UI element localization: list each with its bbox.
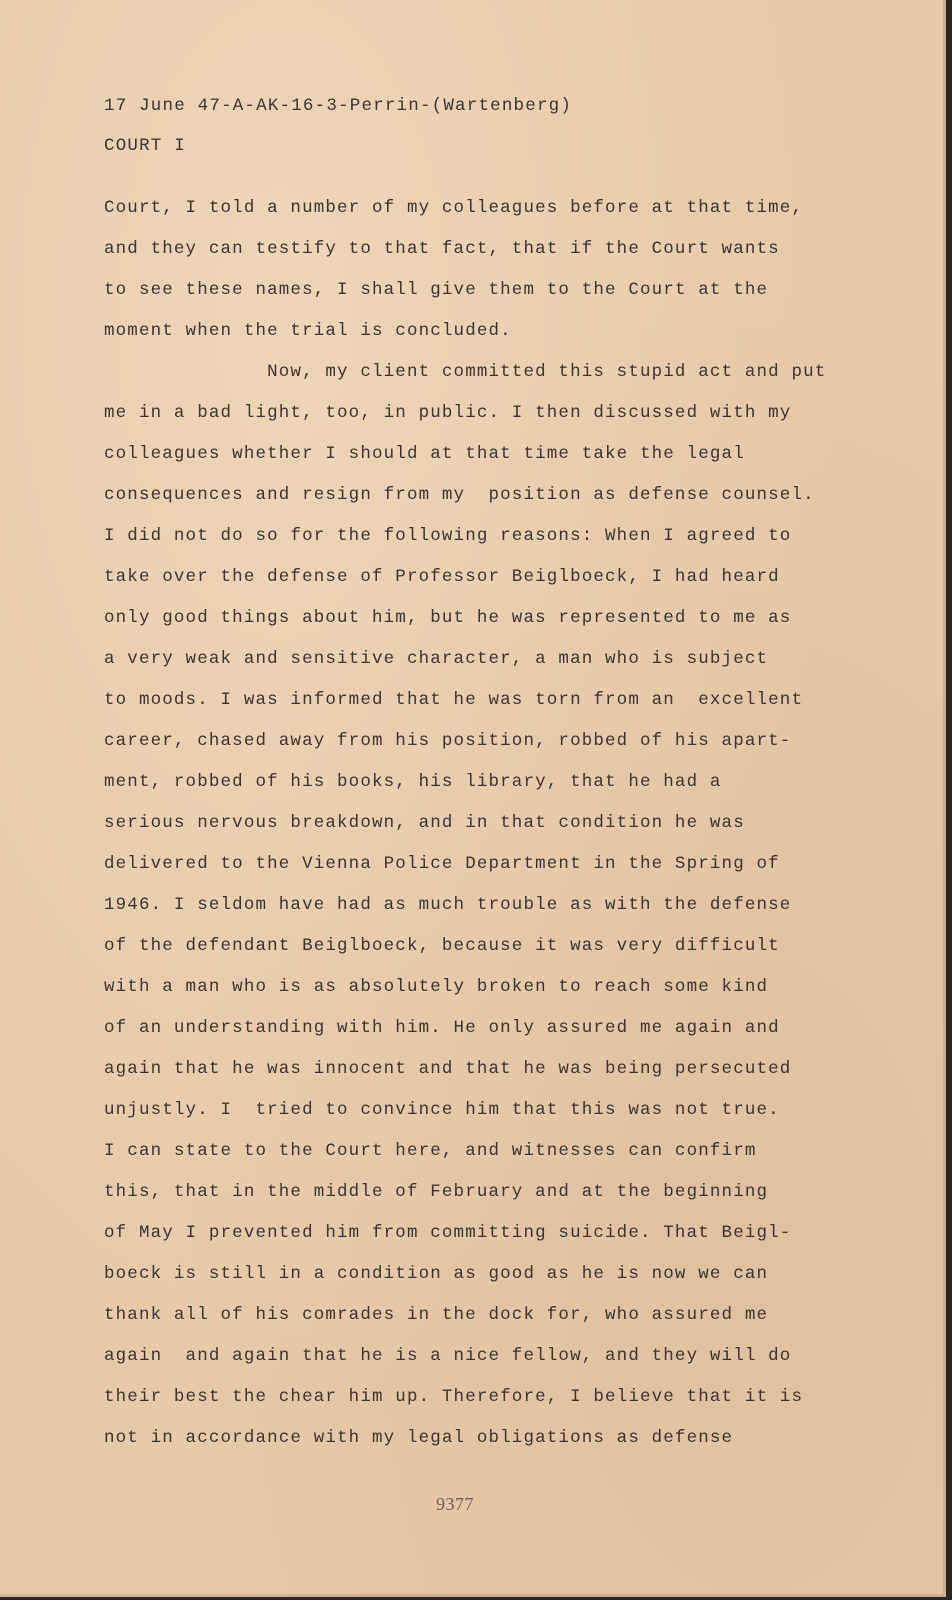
- transcript-line: unjustly. I tried to convince him that this was not true.: [104, 1100, 780, 1120]
- transcript-line: and they can testify to that fact, that if the Court wants: [104, 239, 780, 259]
- transcript-line: to moods. I was informed that he was torn from an excellent: [104, 690, 804, 710]
- document-header-date-line: 17 June 47-A-AK-16-3-Perrin-(Wartenberg): [104, 96, 573, 116]
- page-number: 9377: [436, 1494, 474, 1514]
- transcript-line: colleagues whether I should at that time take the legal: [104, 444, 745, 464]
- transcript-line: delivered to the Vienna Police Department in the Spring of: [104, 854, 780, 874]
- transcript-line: moment when the trial is concluded.: [104, 321, 512, 341]
- transcript-line: 1946. I seldom have had as much trouble as with the defense: [104, 895, 792, 915]
- transcript-line: of May I prevented him from committing suicide. That Beigl-: [104, 1223, 792, 1243]
- transcript-line: only good things about him, but he was represented to me as: [104, 608, 792, 628]
- transcript-line: to see these names, I shall give them to the Court at the: [104, 280, 769, 300]
- transcript-line: boeck is still in a condition as good as he is now we can: [104, 1264, 769, 1284]
- transcript-line: I did not do so for the following reasons: When I agreed to: [104, 526, 792, 546]
- transcript-line: I can state to the Court here, and witnesses can confirm: [104, 1141, 757, 1161]
- transcript-line: a very weak and sensitive character, a man who is subject: [104, 649, 769, 669]
- transcript-line: of the defendant Beiglboeck, because it was very difficult: [104, 936, 780, 956]
- transcript-line: Now, my client committed this stupid act and put: [104, 362, 827, 382]
- transcript-line: me in a bad light, too, in public. I then discussed with my: [104, 403, 792, 423]
- transcript-line: not in accordance with my legal obligations as defense: [104, 1428, 734, 1448]
- transcript-line: take over the defense of Professor Beiglboeck, I had heard: [104, 567, 780, 587]
- transcript-line: serious nervous breakdown, and in that condition he was: [104, 813, 745, 833]
- transcript-line: thank all of his comrades in the dock for, who assured me: [104, 1305, 769, 1325]
- transcript-line: ment, robbed of his books, his library, that he had a: [104, 772, 722, 792]
- transcript-line: Court, I told a number of my colleagues before at that time,: [104, 198, 804, 218]
- transcript-line: career, chased away from his position, robbed of his apart-: [104, 731, 792, 751]
- court-designation: COURT I: [104, 136, 186, 156]
- transcript-line: their best the chear him up. Therefore, I believe that it is: [104, 1387, 804, 1407]
- transcript-line: of an understanding with him. He only assured me again and: [104, 1018, 780, 1038]
- transcript-line: this, that in the middle of February and at the beginning: [104, 1182, 769, 1202]
- transcript-body: [104, 198, 826, 1469]
- transcript-line: with a man who is as absolutely broken to reach some kind: [104, 977, 769, 997]
- transcript-line: consequences and resign from my position as defense counsel.: [104, 485, 815, 505]
- transcript-line: again and again that he is a nice fellow, and they will do: [104, 1346, 792, 1366]
- transcript-line: again that he was innocent and that he was being persecuted: [104, 1059, 792, 1079]
